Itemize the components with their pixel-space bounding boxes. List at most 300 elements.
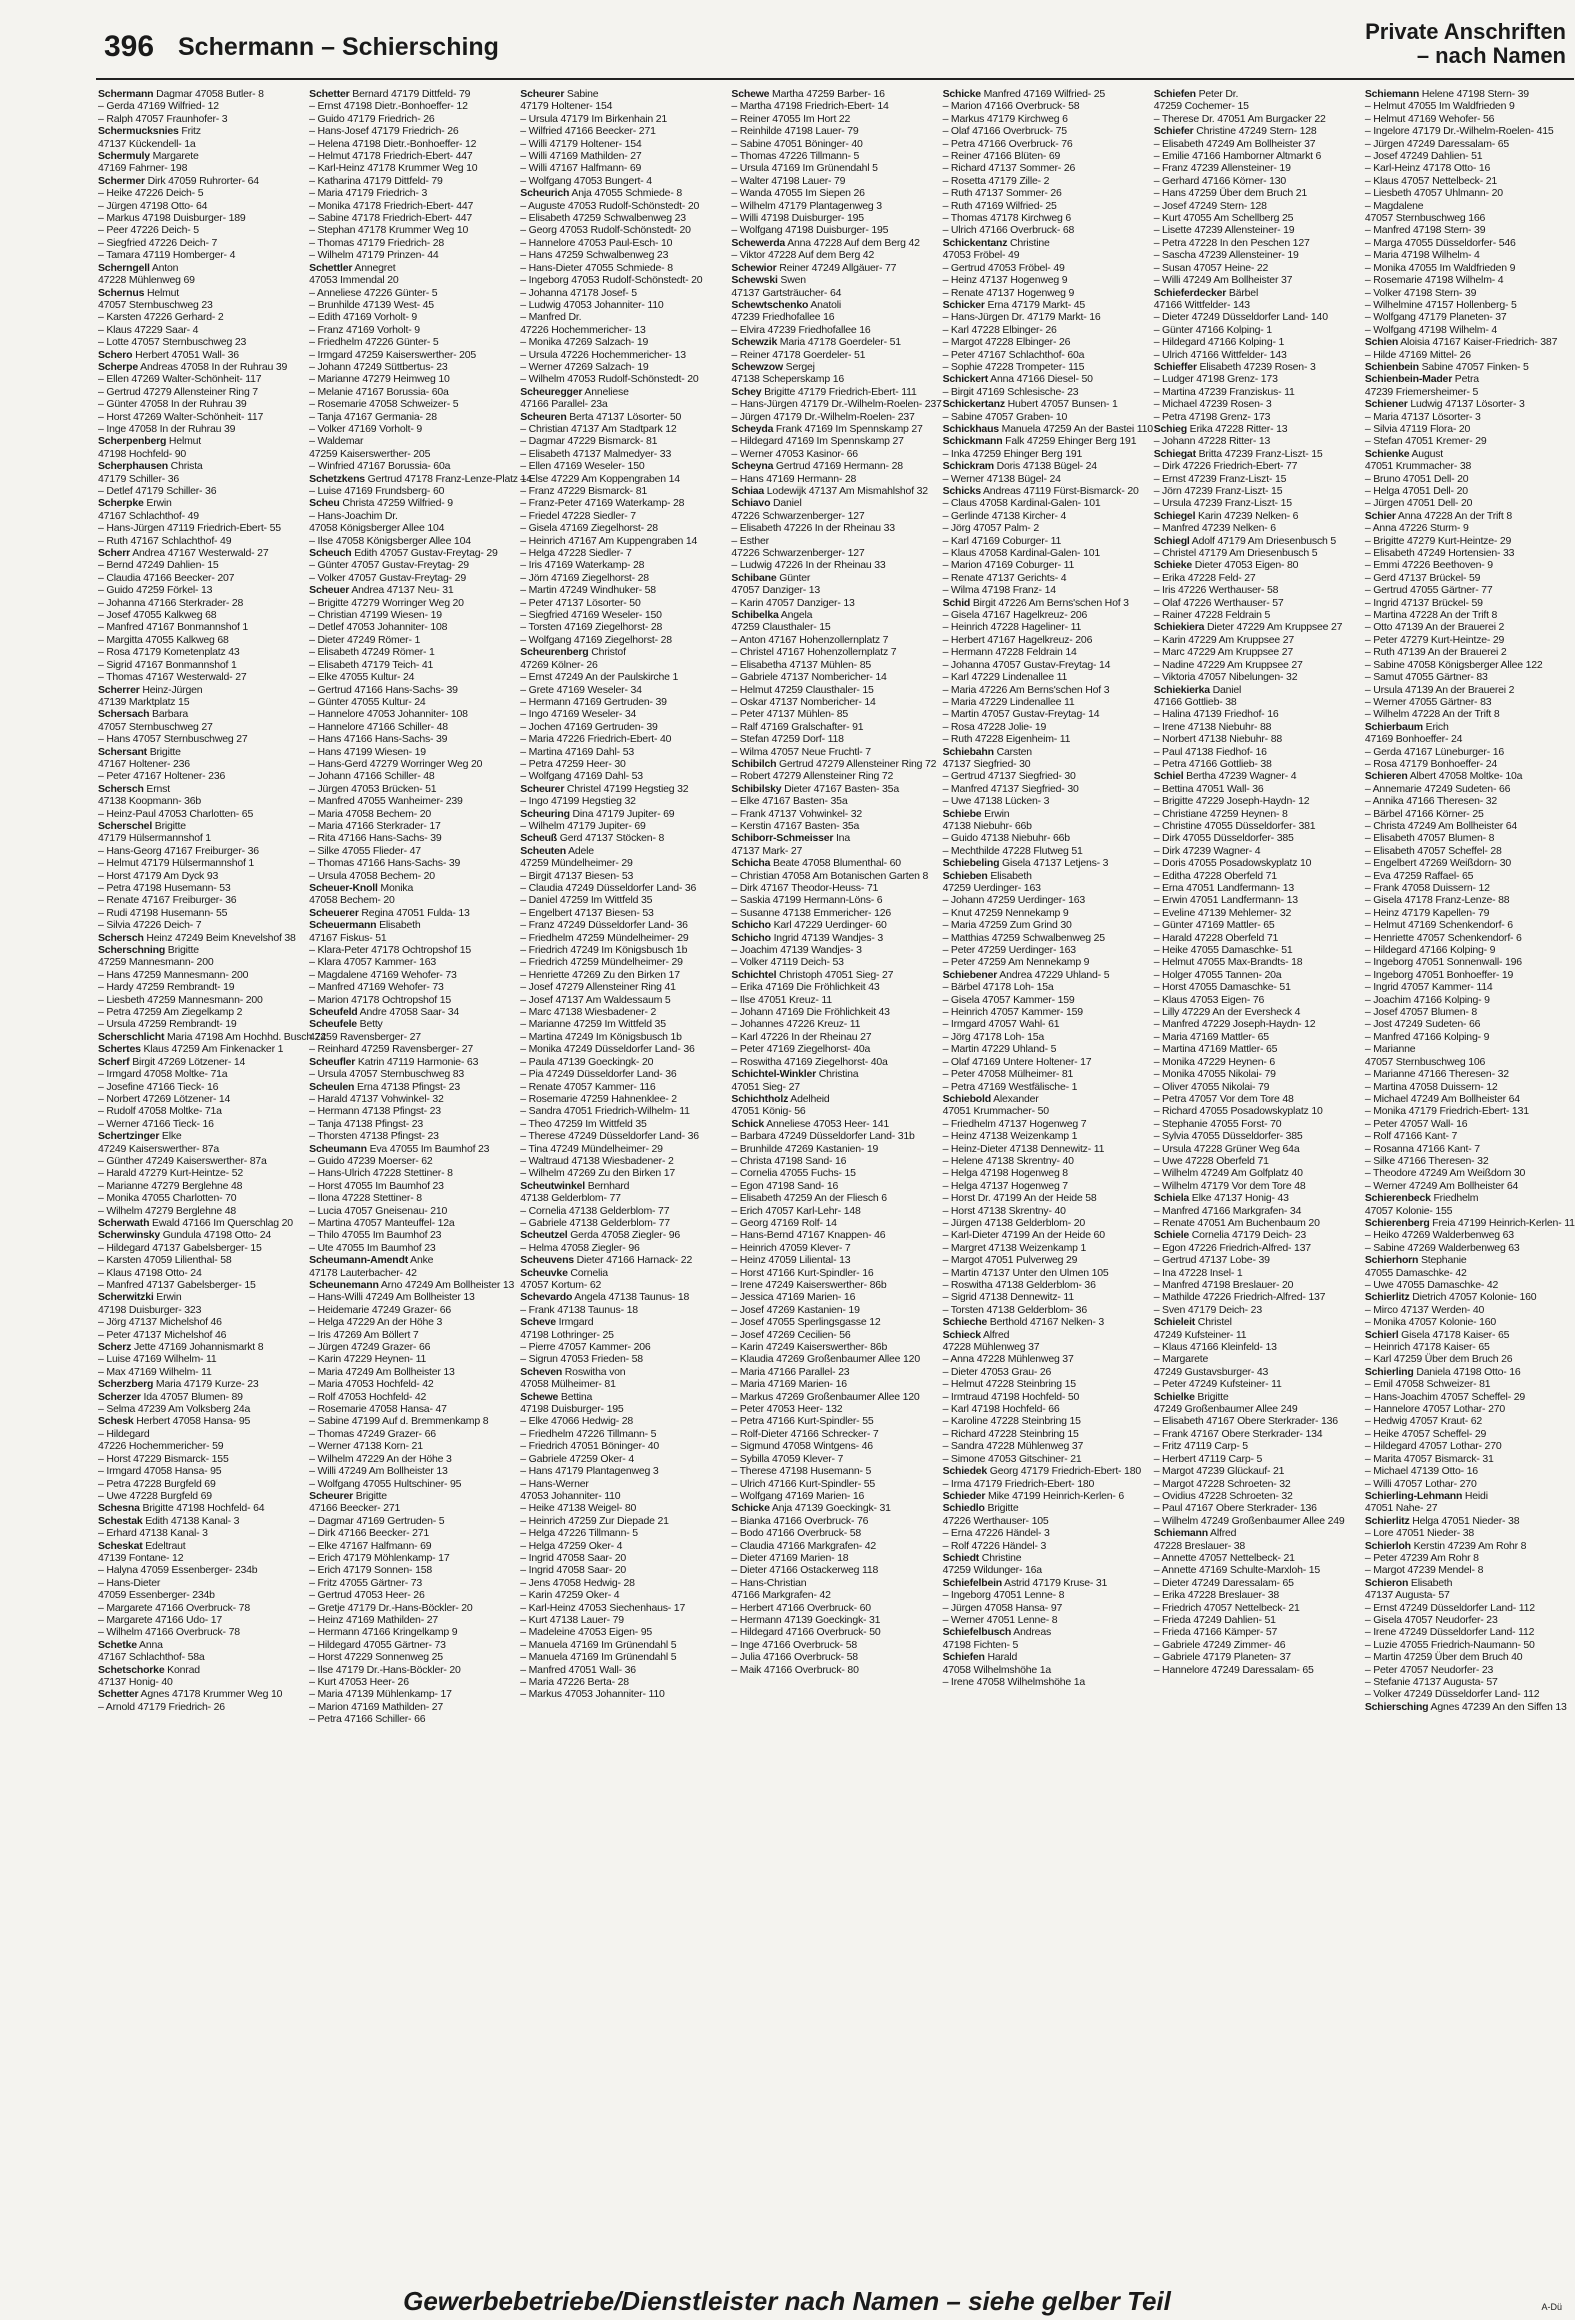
directory-entry: – Tamara 47119 Homberger- 4 [98,249,236,262]
directory-entry: – Horst 47055 Im Baumhof 23 [309,1179,444,1192]
directory-entry: – Ellen 47269 Walter-Schönheit- 117 [98,373,262,386]
directory-entry: – Friedrich 47249 Im Königsbusch 1b [520,944,688,957]
directory-entry: – Marianne 47279 Berglehne 48 [98,1179,243,1192]
directory-entry: – Bruno 47051 Dell- 20 [1364,472,1469,485]
directory-entry: – Silke 47055 Flieder- 47 [309,844,421,857]
directory-entry: – Karin 47229 Heynen- 11 [309,1353,427,1366]
directory-entry: – Helene 47138 Skrentny- 40 [942,1154,1074,1167]
directory-entry: – Bärbel 47166 Körner- 25 [1364,807,1484,820]
directory-entry: – Egon 47226 Friedrich-Alfred- 137 [1153,1241,1311,1254]
directory-entry: 47057 Danziger- 13 [731,584,821,597]
directory-entry: – Egon 47198 Sand- 16 [731,1179,839,1192]
directory-entry: – Johanna 47057 Gustav-Freytag- 14 [942,658,1111,671]
directory-entry: 47051 König- 56 [731,1105,806,1118]
directory-entry: 47259 Mündelheimer- 29 [520,857,633,870]
directory-entry: 47226 Schwarzenberger- 127 [731,547,865,560]
directory-entry: Schiefen Harald [942,1651,1018,1664]
directory-entry: 47226 Werthauser- 105 [942,1514,1049,1527]
directory-entry: – Marita 47057 Bismarck- 31 [1364,1452,1494,1465]
directory-columns [96,88,1574,2278]
directory-entry: – Luise 47169 Frundsberg- 60 [309,485,445,497]
directory-entry: – Anneliese 47226 Günter- 5 [309,286,438,299]
directory-entry: – Rolf-Dieter 47166 Schrecker- 7 [731,1427,879,1440]
directory-entry: – Emilie 47166 Hamborner Altmarkt 6 [1153,150,1322,163]
directory-entry: Schetter Bernard 47179 Dittfeld- 79 [309,88,471,100]
directory-entry: – Ludwig 47226 In der Rheinau 33 [731,559,886,572]
directory-entry: – Hannelore 47249 Daressalam- 65 [1153,1663,1314,1676]
directory-entry: – Thomas 47179 Friedrich- 28 [309,236,445,249]
directory-entry: – Manfred 47167 Bonmannshof 1 [98,621,249,634]
directory-entry: – Ernst 47239 Franz-Liszt- 15 [1153,472,1287,485]
directory-entry: – Hans-Joachim Dr. [309,509,398,522]
directory-entry: – Klaus 47229 Saar- 4 [98,323,199,336]
directory-entry: – Karl 47259 Über dem Bruch 26 [1364,1353,1513,1366]
directory-entry: – Heinrich 47228 Hageliner- 11 [942,621,1082,634]
directory-entry: – Saskia 47199 Hermann-Löns- 6 [731,894,883,907]
directory-entry: – Irene 47249 Kaiserswerther- 86b [731,1279,887,1291]
directory-entry: – Marianne 47166 Theresen- 32 [1364,1068,1509,1081]
directory-entry: 47055 Damaschke- 42 [1364,1266,1467,1279]
directory-entry: – Claus 47058 Kardinal-Galen- 101 [942,497,1101,510]
directory-entry: – Rita 47166 Hans-Sachs- 39 [309,832,442,845]
directory-entry: – Stefanie 47137 Augusta- 57 [1364,1676,1498,1688]
directory-entry: Schiebener Andrea 47229 Uhland- 5 [942,968,1110,981]
directory-entry: Schermuly Margarete [98,150,199,163]
directory-entry: – Gertrud 47137 Siegfried- 30 [942,770,1076,783]
directory-entry: – Halina 47139 Friedhof- 16 [1153,708,1279,721]
directory-entry: – Maria 47198 Wilhelm- 4 [1364,249,1480,262]
directory-entry: – Emmi 47226 Beethoven- 9 [1364,559,1493,572]
directory-entry: – Monika 47057 Kolonie- 160 [1364,1316,1497,1329]
directory-entry: Schewe Martha 47259 Barber- 16 [731,88,885,100]
directory-entry: – Irmgard 47057 Wahl- 61 [942,1018,1060,1031]
directory-entry: – Manfred 47239 Nelken- 6 [1153,522,1276,535]
page-header [0,0,1574,82]
directory-entry: Scheuer-Knoll Monika [309,882,414,894]
directory-entry: – Marion 47169 Mathilden- 27 [309,1700,444,1713]
directory-entry: – Volker 47249 Düsseldorfer Land- 112 [1364,1688,1540,1701]
directory-entry: – Josef 47055 Sperlingsgasse 12 [731,1316,881,1329]
directory-entry: – Erna 47051 Landfermann- 13 [1153,882,1295,894]
directory-entry: – Martin 47249 Windhuker- 58 [520,584,656,597]
directory-entry: – Ovidius 47228 Schroeten- 32 [1153,1489,1293,1502]
directory-entry: – Petra 47198 Husemann- 53 [98,882,231,894]
directory-entry: – Inge 47166 Overbruck- 58 [731,1638,857,1651]
directory-entry: – Cornelia 47138 Gelderblom- 77 [520,1204,670,1217]
directory-entry: Scheuten Adele [520,844,594,857]
directory-entry: – Werner 47053 Kasinor- 66 [731,447,858,460]
directory-entry: – Volker 47198 Stern- 39 [1364,286,1477,299]
directory-entry: 47137 Kückendell- 1a [98,137,196,150]
directory-entry: 47057 Kortum- 62 [520,1279,602,1291]
directory-entry: Schieg Erika 47228 Ritter- 13 [1153,422,1288,435]
directory-entry: – Monika 47055 Im Waldfrieden 9 [1364,261,1516,274]
directory-entry: – Margot 47228 Elbinger- 26 [942,336,1071,349]
directory-entry: – Josef 47269 Cecilien- 56 [731,1328,851,1341]
directory-entry: – Ingeborg 47053 Rudolf-Schönstedt- 20 [520,274,703,287]
directory-entry: – Karin 47249 Kaiserswerther- 86b [731,1341,888,1354]
directory-entry: – Annika 47166 Theresen- 32 [1364,795,1498,808]
directory-entry: – Josef 47249 Stern- 128 [1153,199,1267,212]
directory-entry: – Dirk 47167 Theodor-Heuss- 71 [731,882,879,894]
directory-entry: – Ruth 47137 Sommer- 26 [942,187,1062,200]
directory-entry: Schiersching Agnes 47239 An den Siffen 13 [1364,1700,1567,1713]
directory-entry: Schiaa Lodewijk 47137 Am Mismahlshof 32 [731,485,928,497]
directory-entry: 47138 Scheperskamp 16 [731,373,844,386]
directory-entry: – Fritz 47055 Gärtner- 73 [309,1576,423,1589]
directory-entry: – Rosa 47228 Jolie- 19 [942,720,1047,733]
directory-entry: – Werner 47051 Lenne- 8 [942,1613,1058,1626]
directory-entry: – Hardy 47259 Rembrandt- 19 [98,981,235,994]
directory-entry: – Helga 47198 Hogenweg 8 [942,1167,1068,1180]
directory-entry: – Renate 47167 Freiburger- 36 [98,894,237,907]
directory-entry: – Sabine 47057 Graben- 10 [942,410,1068,423]
section-label [1365,20,1566,68]
directory-entry: – Karl 47229 Lindenallee 11 [942,671,1068,684]
directory-entry: Schettler Annegret [309,261,396,274]
directory-entry: Scheuren Berta 47137 Lösorter- 50 [520,410,682,423]
directory-entry: – Helga 47228 Siedler- 7 [520,547,632,560]
directory-entry: – Guido 47259 Förkel- 13 [98,584,213,597]
directory-entry: – Wilhelm 47249 Am Golfplatz 40 [1153,1167,1303,1180]
directory-entry: Scheuring Dina 47179 Jupiter- 69 [520,807,675,820]
directory-entry: Schienbein Sabine 47057 Finken- 5 [1364,360,1529,373]
directory-entry: – Horst 47229 Sonnenweg 25 [309,1651,443,1664]
directory-entry: – Rosa 47179 Kometenplatz 43 [98,646,240,659]
directory-entry: – Mathilde 47226 Friedrich-Alfred- 137 [1153,1291,1326,1304]
directory-entry: – Richard 47055 Posadowskyplatz 10 [1153,1105,1323,1118]
directory-entry: – Petra 47198 Grenz- 173 [1153,410,1271,423]
directory-entry: 47137 Augusta- 57 [1364,1589,1450,1602]
directory-entry: – Franz 47169 Vorholt- 9 [309,323,420,336]
directory-entry: – Thomas 47226 Tillmann- 5 [731,150,860,163]
directory-entry: Scheuß Gerd 47137 Stöcken- 8 [520,832,665,845]
section-label-line1: Private Anschriften [1365,19,1566,44]
directory-entry: – Oskar 47137 Nombericher- 14 [731,695,876,708]
directory-entry: Scheumann-Amendt Anke [309,1254,434,1267]
directory-entry: – Heinz 47169 Mathilden- 27 [309,1613,438,1626]
directory-entry: Scheve Irmgard [520,1316,594,1329]
directory-entry: Scheulen Erna 47138 Pfingst- 23 [309,1080,460,1093]
directory-entry: – Wanda 47055 Im Siepen 26 [731,187,865,200]
directory-entry: Schieck Alfred [942,1328,1010,1341]
directory-entry: – Silke 47166 Theresen- 32 [1364,1154,1489,1167]
directory-entry: – Peter 47167 Holtener- 236 [98,770,226,783]
directory-entry: – Horst Dr. 47199 An der Heide 58 [942,1192,1097,1205]
directory-entry: Scherwath Ewald 47166 Im Querschlag 20 [98,1216,293,1229]
directory-entry: – Gerda 47169 Wilfried- 12 [98,100,219,113]
directory-entry: – Peter 47167 Schlachthof- 60a [942,348,1085,361]
directory-entry: – Marion 47178 Ochtropshof 15 [309,993,452,1006]
directory-entry: 47167 Fiskus- 51 [309,931,387,944]
directory-entry: – Elisabeth 47249 Am Bollheister 37 [1153,137,1316,150]
directory-entry: – Dirk 47226 Friedrich-Ebert- 77 [1153,460,1298,473]
directory-entry: Schielke Brigitte [1153,1390,1229,1403]
directory-entry: – Monika 47178 Friedrich-Ebert- 447 [309,199,474,212]
directory-entry: – Sophie 47228 Trompeter- 115 [942,360,1085,373]
directory-entry: Schiebeling Gisela 47137 Letjens- 3 [942,857,1109,870]
directory-entry: – Inka 47259 Ehinger Berg 191 [942,447,1083,460]
directory-entry: Scheurich Anja 47055 Schmiede- 8 [520,187,682,200]
directory-entry: – Werner 47166 Tieck- 16 [98,1117,214,1130]
directory-column [1154,88,1353,2278]
directory-entry: – Johann 47249 Süttbertus- 23 [309,360,448,373]
directory-entry: 47166 Gottlieb- 38 [1153,695,1237,708]
directory-entry: – Johanna 47178 Josef- 5 [520,286,637,299]
directory-entry: 47169 Bonhoeffer- 24 [1364,733,1463,746]
directory-entry: – Maria 47166 Parallel- 23 [731,1365,850,1378]
directory-entry: Schid Birgit 47226 Am Berns'schen Hof 3 [942,596,1129,609]
directory-entry: – Torsten 47169 Ziegelhorst- 28 [520,621,663,634]
directory-entry: – Thomas 47249 Grazer- 66 [309,1427,436,1440]
directory-entry: – Heinrich 47167 Am Kuppengraben 14 [520,534,698,547]
directory-entry: – Elisabeth 47057 Scheffel- 28 [1364,844,1502,857]
directory-entry: – Reiner 47166 Blüten- 69 [942,150,1061,163]
directory-entry: – Susan 47057 Heine- 22 [1153,261,1269,274]
directory-entry: – Winfried 47167 Borussia- 60a [309,460,451,473]
directory-entry: – Wilhelm 47179 Prinzen- 44 [309,249,439,262]
directory-entry: – Herbert 47119 Carp- 5 [1153,1452,1263,1465]
directory-entry: – Gerda 47167 Lüneburger- 16 [1364,745,1505,758]
directory-entry: – Kurt 47053 Heer- 26 [309,1676,409,1688]
directory-entry: Schiebe Erwin [942,807,1010,820]
directory-entry: – Reiner 47055 Im Hort 22 [731,112,851,125]
directory-entry: Schewtschenko Anatoli [731,298,842,311]
directory-entry: – Detlef 47053 Johanniter- 108 [309,621,448,634]
directory-entry: – Bianka 47166 Overbruck- 76 [731,1514,869,1527]
directory-entry: – Margot 47239 Glückauf- 21 [1153,1465,1285,1478]
directory-entry: – Nadine 47229 Am Kruppsee 27 [1153,658,1303,671]
directory-entry: – Liesbeth 47259 Mannesmann- 200 [98,993,263,1006]
directory-entry: 47259 Mannesmann- 200 [98,956,214,969]
directory-entry: 47057 Sternbuschweg 27 [98,720,213,733]
directory-entry: – Mechthilde 47228 Flutweg 51 [942,844,1083,857]
directory-entry: – Irmgard 47259 Kaiserswerther- 205 [309,348,477,361]
directory-entry: – Petra 47166 Kurt-Spindler- 55 [731,1415,874,1428]
directory-entry: – Jürgen 47198 Otto- 64 [98,199,208,212]
directory-entry: – Cornelia 47055 Fuchs- 15 [731,1167,856,1180]
directory-entry: – Willi 47198 Duisburger- 195 [731,212,864,225]
directory-entry: – Elisabeth 47226 In der Rheinau 33 [731,522,895,535]
directory-entry: – Maria 47179 Friedrich- 3 [309,187,428,200]
directory-entry: – Thomas 47167 Westerwald- 27 [98,671,247,684]
directory-entry: – Helga 47051 Dell- 20 [1364,485,1468,497]
directory-entry: – Horst 47179 Am Dyck 93 [98,869,219,882]
directory-entry: – Hans 47259 Mannesmann- 200 [98,968,249,981]
directory-entry: Schiefelbein Astrid 47179 Kruse- 31 [942,1576,1108,1589]
directory-entry: – Ursula 47179 Im Birkenhain 21 [520,112,668,125]
directory-entry: Scherschlicht Maria 47198 Am Hochhd. Busch 24 [98,1030,326,1043]
directory-entry: – Editha 47228 Oberfeld 71 [1153,869,1277,882]
directory-entry: Schiavo Daniel [731,497,802,510]
directory-entry: 47228 Mühlenweg 69 [98,274,195,287]
directory-entry: – Karin 47057 Danziger- 13 [731,596,855,609]
directory-entry: 47166 Markgrafen- 42 [731,1589,831,1602]
directory-entry: – Georg 47169 Rolf- 14 [731,1216,837,1229]
directory-entry: Schickentanz Christine [942,236,1050,249]
directory-entry: – Heike 47138 Weigel- 80 [520,1502,637,1515]
directory-entry: Schetter Agnes 47178 Krummer Weg 10 [98,1688,283,1701]
directory-entry: – Claudia 47166 Markgrafen- 42 [731,1539,877,1552]
directory-entry: Schermann Dagmar 47058 Butler- 8 [98,88,264,100]
directory-entry: Schierenbeck Friedhelm [1364,1192,1479,1205]
directory-entry: – Gerd 47137 Brückel- 59 [1364,571,1481,584]
directory-entry: – Jochen 47169 Gertruden- 39 [520,720,658,733]
directory-entry: – Margret 47138 Weizenkamp 1 [942,1241,1087,1254]
directory-entry: Schierlitz Helga 47051 Nieder- 38 [1364,1514,1520,1527]
directory-entry: – Theodore 47249 Am Weißdorn 30 [1364,1167,1526,1180]
directory-entry: – Elisabeth 47259 An der Fliesch 6 [731,1192,887,1205]
directory-entry: 47058 Königsberger Allee 104 [309,522,445,535]
directory-entry: – Peter 47137 Mühlen- 85 [731,708,849,721]
directory-entry: – Manfred 47166 Kolping- 9 [1364,1030,1490,1043]
directory-entry: – Helmut 47259 Clausthaler- 15 [731,683,874,696]
directory-entry: – Lotte 47057 Sternbuschweg 23 [98,336,247,349]
directory-entry: – Franz-Peter 47169 Waterkamp- 28 [520,497,685,510]
directory-entry: – Sabine 47199 Auf d. Bremmenkamp 8 [309,1415,489,1428]
directory-entry: – Simone 47053 Gitschiner- 21 [942,1452,1082,1465]
directory-entry: Schibilch Gertrud 47279 Allensteiner Ring 72 [731,757,937,770]
directory-entry: Schiedek Georg 47179 Friedrich-Ebert- 180 [942,1465,1141,1478]
directory-entry: Scheyna Gertrud 47169 Hermann- 28 [731,460,903,473]
directory-entry: – Iris 47169 Waterkamp- 28 [520,559,645,572]
directory-entry: – Bodo 47166 Overbruck- 58 [731,1527,862,1540]
directory-entry: – Inge 47058 In der Ruhrau 39 [98,422,236,435]
directory-entry: – Elke 47167 Basten- 35a [731,795,848,808]
directory-entry: – Claudia 47249 Düsseldorfer Land- 36 [520,882,697,894]
directory-entry: – Sigrun 47053 Frieden- 58 [520,1353,643,1366]
directory-entry: – Maria 47226 Berta- 28 [520,1676,629,1688]
directory-entry: – Birgit 47137 Biesen- 53 [520,869,634,882]
directory-entry: 47166 Beecker- 271 [309,1502,401,1515]
directory-entry: Schienbein-Mader Petra [1364,373,1479,386]
directory-entry: – Hans 47169 Hermann- 28 [731,472,857,485]
directory-entry: Scheyda Frank 47169 Im Spennskamp 27 [731,422,923,435]
directory-entry: – Lucia 47057 Gneisenau- 210 [309,1204,448,1217]
directory-entry: Scherzer Ida 47057 Blumen- 89 [98,1390,243,1403]
directory-entry: – Norbert 47138 Niebuhr- 88 [1153,733,1282,746]
directory-entry: – Bernd 47249 Dahlien- 15 [98,559,219,572]
directory-entry: – Jörn 47169 Ziegelhorst- 28 [520,571,649,584]
directory-entry: – Uwe 47228 Burgfeld 69 [98,1489,212,1502]
directory-entry: – Werner 47138 Korn- 21 [309,1440,423,1453]
directory-entry: – Stephanie 47055 Forst- 70 [1153,1117,1282,1130]
directory-entry: – Peter 47137 Lösorter- 50 [520,596,641,609]
directory-entry: – Markus 47179 Kirchweg 6 [942,112,1068,125]
directory-entry: 47137 Siegfried- 30 [942,757,1031,770]
directory-entry: Schicks Andreas 47119 Fürst-Bismarck- 20 [942,485,1139,497]
directory-entry: Schiefer Christine 47249 Stern- 128 [1153,125,1317,138]
directory-entry: – Grete 47169 Weseler- 34 [520,683,642,696]
directory-entry: Scherzberg Maria 47179 Kurze- 23 [98,1378,259,1391]
directory-entry: – Annette 47169 Schulte-Marxloh- 15 [1153,1564,1321,1577]
directory-entry: Schewzow Sergej [731,360,815,373]
directory-entry: Scheuer Andrea 47137 Neu- 31 [309,584,454,597]
directory-entry: – Maria 47229 Lindenallee 11 [942,695,1075,708]
directory-entry: 47179 Schiller- 36 [98,472,180,485]
directory-entry: Schickram Doris 47138 Bügel- 24 [942,460,1097,473]
directory-entry: – Hans-Dieter 47055 Schmiede- 8 [520,261,673,274]
directory-entry: – Rolf 47226 Händel- 3 [942,1539,1047,1552]
directory-entry: – Stefan 47259 Dorf- 118 [731,733,844,746]
directory-entry: – Maria 47226 Am Berns'schen Hof 3 [942,683,1110,696]
directory-entry: – Petra 47259 Heer- 30 [520,757,626,770]
directory-entry: – Hermann 47138 Pfingst- 23 [309,1105,441,1118]
directory-entry: – Eveline 47139 Mehlemer- 32 [1153,906,1292,919]
directory-entry: – Willi 47249 Am Bollheister 13 [309,1465,448,1478]
directory-entry: – Rolf 47053 Hochfeld- 42 [309,1390,427,1403]
directory-entry: – Dirk 47239 Wagner- 4 [1153,844,1261,857]
directory-entry: – Ursula 47228 Grüner Weg 64a [1153,1142,1300,1155]
directory-entry: – Christiane 47259 Heynen- 8 [1153,807,1288,820]
directory-entry: Schersch Ernst [98,782,170,795]
directory-entry: – Doris 47055 Posadowskyplatz 10 [1153,857,1312,870]
directory-entry: – Josefine 47166 Tieck- 16 [98,1080,219,1093]
directory-entry: – Brigitte 47279 Worringer Weg 20 [309,596,464,609]
directory-entry: – Hildegard 47137 Gabelsberger- 15 [98,1241,262,1254]
directory-entry: – Engelbert 47137 Biesen- 53 [520,906,654,919]
directory-entry: – Margarete 47166 Udo- 17 [98,1613,222,1626]
directory-entry: 47057 Sternbuschweg 106 [1364,1055,1486,1068]
directory-entry: – Rosemarie 47058 Hansa- 47 [309,1403,447,1416]
directory-entry: – Waltraud 47138 Wiesbadener- 2 [520,1154,674,1167]
directory-entry: – Ruth 47169 Wilfried- 25 [942,199,1057,212]
directory-entry: Scheufler Katrin 47119 Harmonie- 63 [309,1055,479,1068]
directory-entry: Scheven Roswitha von [520,1365,626,1378]
directory-entry: – Ursula 47226 Hochemmericher- 13 [520,348,686,361]
directory-entry: – Josef 47279 Allensteiner Ring 41 [520,981,676,994]
directory-entry: – Peter 47053 Heer- 132 [731,1403,843,1416]
directory-entry: – Luzie 47055 Friedrich-Naumann- 50 [1364,1638,1535,1651]
directory-entry: Schiekierka Daniel [1153,683,1242,696]
directory-entry: – Waldemar [309,435,364,448]
directory-entry: – Henriette 47057 Schenkendorf- 6 [1364,931,1522,944]
directory-entry: – Ilona 47228 Stettiner- 8 [309,1192,422,1205]
directory-entry: – Silvia 47226 Deich- 7 [98,919,202,932]
directory-entry: 47249 Großenbaumer Allee 249 [1153,1403,1298,1416]
directory-entry: Schienke August [1364,447,1443,460]
directory-entry: – Erich 47057 Karl-Lehr- 148 [731,1204,861,1217]
directory-entry: – Karl 47228 Elbinger- 26 [942,323,1057,336]
directory-entry: – Karl-Heinz 47178 Krummer Weg 10 [309,162,478,175]
directory-entry: – Hermann 47169 Gertruden- 39 [520,695,667,708]
directory-entry: – Ina 47228 Insel- 1 [1153,1266,1243,1279]
directory-entry: – Norbert 47269 Lötzener- 14 [98,1092,231,1105]
directory-entry: – Eva 47259 Raffael- 65 [1364,869,1474,882]
directory-entry: Scherrer Heinz-Jürgen [98,683,203,696]
directory-entry: – Paul 47167 Obere Sterkrader- 136 [1153,1502,1317,1515]
directory-entry: – Detlef 47179 Schiller- 36 [98,485,217,497]
directory-entry: – Petra 47166 Schiller- 66 [309,1713,426,1726]
directory-entry: – Irma 47179 Friedrich-Ebert- 180 [942,1477,1095,1490]
directory-entry: – Peter 47259 Am Nennekamp 9 [942,956,1090,969]
directory-entry: – Ulrich 47166 Wittfelder- 143 [1153,348,1287,361]
directory-entry: – Marga 47055 Düsseldorfer- 546 [1364,236,1516,249]
directory-entry: – Markus 47053 Johanniter- 110 [520,1688,665,1701]
directory-entry: – Hermann 47166 Kringelkamp 9 [309,1626,458,1639]
directory-entry: – Karin 47229 Am Kruppsee 27 [1153,633,1295,646]
directory-entry: – Therese 47198 Husemann- 5 [731,1465,872,1478]
directory-entry: Schiekiera Dieter 47229 Am Kruppsee 27 [1153,621,1343,634]
directory-entry: 47138 Koopmann- 36b [98,795,202,808]
directory-entry: – Monika 47269 Salzach- 19 [520,336,649,349]
directory-entry: Schiedlo Brigitte [942,1502,1019,1515]
directory-entry: – Marion 47169 Coburger- 11 [942,559,1075,572]
directory-entry: – Marianne [1364,1043,1416,1056]
directory-entry: – Hans 47179 Plantagenweg 3 [520,1465,659,1478]
directory-entry: – Hermann 47139 Goeckingk- 31 [731,1613,881,1626]
directory-entry: – Michael 47239 Rosen- 3 [1153,398,1272,411]
